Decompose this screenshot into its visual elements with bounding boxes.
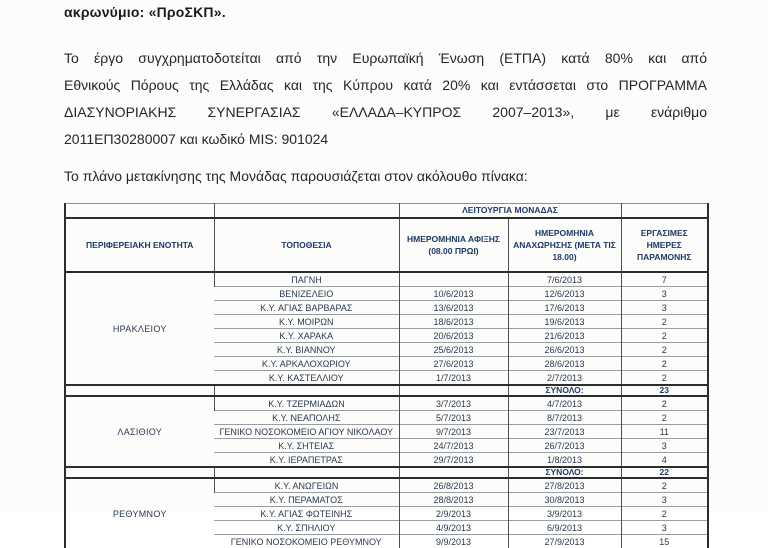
location-cell: Κ.Υ. ΧΑΡΑΚΑ bbox=[214, 329, 399, 343]
column-header-row bbox=[65, 218, 708, 272]
working-days-cell: 2 bbox=[621, 329, 708, 343]
region-cell: ΡΕΘΥΜΝΟΥ bbox=[65, 478, 214, 548]
paragraph-line: ΔΙΑΣΥΝΟΡΙΑΚΗΣ ΣΥΝΕΡΓΑΣΙΑΣ «ΕΛΛΑΔΑ–ΚΥΠΡΟΣ 2007–2013», με ενάριθμο bbox=[64, 99, 707, 126]
table-row bbox=[65, 478, 708, 493]
plan-intro-line: Το πλάνο μετακίνησης της Μονάδας παρουσιάζεται στον ακόλουθο πίνακα: bbox=[64, 168, 707, 184]
location-cell: Κ.Υ. ΣΠΗΛΙΟΥ bbox=[214, 521, 399, 535]
working-days-cell: 3 bbox=[621, 287, 708, 301]
col-header-arrival: ΗΜΕΡΟΜΗΝΙΑ ΑΦΙΞΗΣ (08.00 ΠΡΩΙ) bbox=[399, 218, 508, 272]
region-cell: ΗΡΑΚΛΕΙΟΥ bbox=[65, 272, 214, 385]
working-days-cell: 2 bbox=[621, 478, 708, 493]
arrival-date-cell: 27/6/2013 bbox=[399, 357, 508, 371]
operation-header-cell: ΛΕΙΤΟΥΡΓΙΑ ΜΟΝΑΔΑΣ bbox=[399, 204, 621, 219]
departure-date-cell: 12/6/2013 bbox=[508, 287, 621, 301]
departure-date-cell: 21/6/2013 bbox=[508, 329, 621, 343]
movement-table-body bbox=[65, 272, 708, 548]
arrival-date-cell: 1/7/2013 bbox=[399, 371, 508, 386]
location-cell: Κ.Υ. ΑΓΙΑΣ ΒΑΡΒΑΡΑΣ bbox=[214, 301, 399, 315]
acronym-line: ακρωνύμιο: «ΠροΣΚΠ». bbox=[64, 4, 707, 20]
departure-date-cell: 7/6/2013 bbox=[508, 272, 621, 287]
arrival-date-cell: 3/7/2013 bbox=[399, 396, 508, 411]
arrival-date-cell: 10/6/2013 bbox=[399, 287, 508, 301]
departure-date-cell: 26/7/2013 bbox=[508, 439, 621, 453]
arrival-date-cell: 9/9/2013 bbox=[399, 535, 508, 548]
working-days-cell: 3 bbox=[621, 493, 708, 507]
movement-table bbox=[64, 203, 709, 548]
working-days-cell: 2 bbox=[621, 357, 708, 371]
empty-cell bbox=[65, 467, 214, 478]
location-cell: ΓΕΝΙΚΟ ΝΟΣΟΚΟΜΕΙΟ ΡΕΘΥΜΝΟΥ bbox=[214, 535, 399, 548]
location-cell: Κ.Υ. ΜΟΙΡΩΝ bbox=[214, 315, 399, 329]
col-header-location: ΤΟΠΟΘΕΣΙΑ bbox=[214, 218, 399, 272]
total-label-cell: ΣΥΝΟΛΟ: bbox=[508, 467, 621, 478]
arrival-date-cell: 4/9/2013 bbox=[399, 521, 508, 535]
arrival-date-cell: 28/8/2013 bbox=[399, 493, 508, 507]
working-days-cell: 3 bbox=[621, 521, 708, 535]
empty-header-cell bbox=[621, 204, 708, 219]
working-days-cell: 15 bbox=[621, 535, 708, 548]
arrival-date-cell bbox=[399, 272, 508, 287]
location-cell: Κ.Υ. ΙΕΡΑΠΕΤΡΑΣ bbox=[214, 453, 399, 468]
section-total-row bbox=[65, 467, 708, 478]
working-days-cell: 3 bbox=[621, 439, 708, 453]
departure-date-cell: 4/7/2013 bbox=[508, 396, 621, 411]
arrival-date-cell: 25/6/2013 bbox=[399, 343, 508, 357]
arrival-date-cell: 13/6/2013 bbox=[399, 301, 508, 315]
location-cell: ΠΑΓΝΗ bbox=[214, 272, 399, 287]
working-days-cell: 2 bbox=[621, 343, 708, 357]
operation-header-row bbox=[65, 204, 708, 219]
arrival-date-cell: 26/8/2013 bbox=[399, 478, 508, 493]
empty-header-cell bbox=[214, 204, 399, 219]
location-cell: ΓΕΝΙΚΟ ΝΟΣΟΚΟΜΕΙΟ ΑΓΙΟΥ ΝΙΚΟΛΑΟΥ bbox=[214, 425, 399, 439]
table-header bbox=[65, 204, 708, 273]
working-days-cell: 4 bbox=[621, 453, 708, 468]
departure-date-cell: 6/9/2013 bbox=[508, 521, 621, 535]
col-header-region: ΠΕΡΙΦΕΡΕΙΑΚΗ ΕΝΟΤΗΤΑ bbox=[65, 218, 214, 272]
arrival-date-cell: 20/6/2013 bbox=[399, 329, 508, 343]
location-cell: Κ.Υ. ΑΓΙΑΣ ΦΩΤΕΙΝΗΣ bbox=[214, 507, 399, 521]
departure-date-cell: 1/8/2013 bbox=[508, 453, 621, 468]
total-value-cell: 23 bbox=[621, 385, 708, 396]
arrival-date-cell: 18/6/2013 bbox=[399, 315, 508, 329]
table-row bbox=[65, 272, 708, 287]
location-cell: Κ.Υ. ΝΕΑΠΟΛΗΣ bbox=[214, 411, 399, 425]
total-label-cell: ΣΥΝΟΛΟ: bbox=[508, 385, 621, 396]
location-cell: Κ.Υ. ΑΝΩΓΕΙΩΝ bbox=[214, 478, 399, 493]
departure-date-cell: 23/7/2013 bbox=[508, 425, 621, 439]
empty-cell bbox=[65, 385, 214, 396]
working-days-cell: 11 bbox=[621, 425, 708, 439]
working-days-cell: 2 bbox=[621, 507, 708, 521]
working-days-cell: 7 bbox=[621, 272, 708, 287]
departure-date-cell: 27/9/2013 bbox=[508, 535, 621, 548]
arrival-date-cell: 2/9/2013 bbox=[399, 507, 508, 521]
empty-header-cell bbox=[65, 204, 214, 219]
location-cell: Κ.Υ. ΤΖΕΡΜΙΑΔΩΝ bbox=[214, 396, 399, 411]
location-cell: Κ.Υ. ΚΑΣΤΕΛΛΙΟΥ bbox=[214, 371, 399, 386]
empty-cell bbox=[214, 467, 399, 478]
departure-date-cell: 27/8/2013 bbox=[508, 478, 621, 493]
empty-cell bbox=[399, 385, 508, 396]
working-days-cell: 3 bbox=[621, 301, 708, 315]
working-days-cell: 2 bbox=[621, 411, 708, 425]
region-cell: ΛΑΣΙΘΙΟΥ bbox=[65, 396, 214, 467]
arrival-date-cell: 29/7/2013 bbox=[399, 453, 508, 468]
empty-cell bbox=[214, 385, 399, 396]
departure-date-cell: 2/7/2013 bbox=[508, 371, 621, 386]
departure-date-cell: 17/6/2013 bbox=[508, 301, 621, 315]
empty-cell bbox=[399, 467, 508, 478]
paragraph-line: 2011ΕΠ30280007 και κωδικό MIS: 901024 bbox=[64, 126, 707, 153]
location-cell: Κ.Υ. ΣΗΤΕΙΑΣ bbox=[214, 439, 399, 453]
col-header-departure: ΗΜΕΡΟΜΗΝΙΑ ΑΝΑΧΩΡΗΣΗΣ (ΜΕΤΑ ΤΙΣ 18.00) bbox=[508, 218, 621, 272]
departure-date-cell: 30/8/2013 bbox=[508, 493, 621, 507]
departure-date-cell: 26/6/2013 bbox=[508, 343, 621, 357]
paragraph-line: Το έργο συγχρηματοδοτείται από την Ευρωπαϊκή Ένωση (ΕΤΠΑ) κατά 80% και από bbox=[64, 45, 707, 72]
departure-date-cell: 8/7/2013 bbox=[508, 411, 621, 425]
location-cell: ΒΕΝΙΖΕΛΕΙΟ bbox=[214, 287, 399, 301]
location-cell: Κ.Υ. ΑΡΚΑΛΟΧΩΡΙΟΥ bbox=[214, 357, 399, 371]
funding-paragraph bbox=[64, 45, 707, 153]
departure-date-cell: 3/9/2013 bbox=[508, 507, 621, 521]
arrival-date-cell: 24/7/2013 bbox=[399, 439, 508, 453]
arrival-date-cell: 9/7/2013 bbox=[399, 425, 508, 439]
working-days-cell: 2 bbox=[621, 396, 708, 411]
arrival-date-cell: 5/7/2013 bbox=[399, 411, 508, 425]
departure-date-cell: 28/6/2013 bbox=[508, 357, 621, 371]
col-header-days: ΕΡΓΑΣΙΜΕΣ ΗΜΕΡΕΣ ΠΑΡΑΜΟΝΗΣ bbox=[621, 218, 708, 272]
total-value-cell: 22 bbox=[621, 467, 708, 478]
section-total-row bbox=[65, 385, 708, 396]
working-days-cell: 2 bbox=[621, 315, 708, 329]
paragraph-line: Εθνικούς Πόρους της Ελλάδας και της Κύπρου κατά 20% και εντάσσεται στο ΠΡΟΓΡΑΜΜΑ bbox=[64, 72, 707, 99]
departure-date-cell: 19/6/2013 bbox=[508, 315, 621, 329]
working-days-cell: 2 bbox=[621, 371, 708, 386]
table-row bbox=[65, 396, 708, 411]
location-cell: Κ.Υ. ΒΙΑΝΝΟΥ bbox=[214, 343, 399, 357]
location-cell: Κ.Υ. ΠΕΡΑΜΑΤΟΣ bbox=[214, 493, 399, 507]
